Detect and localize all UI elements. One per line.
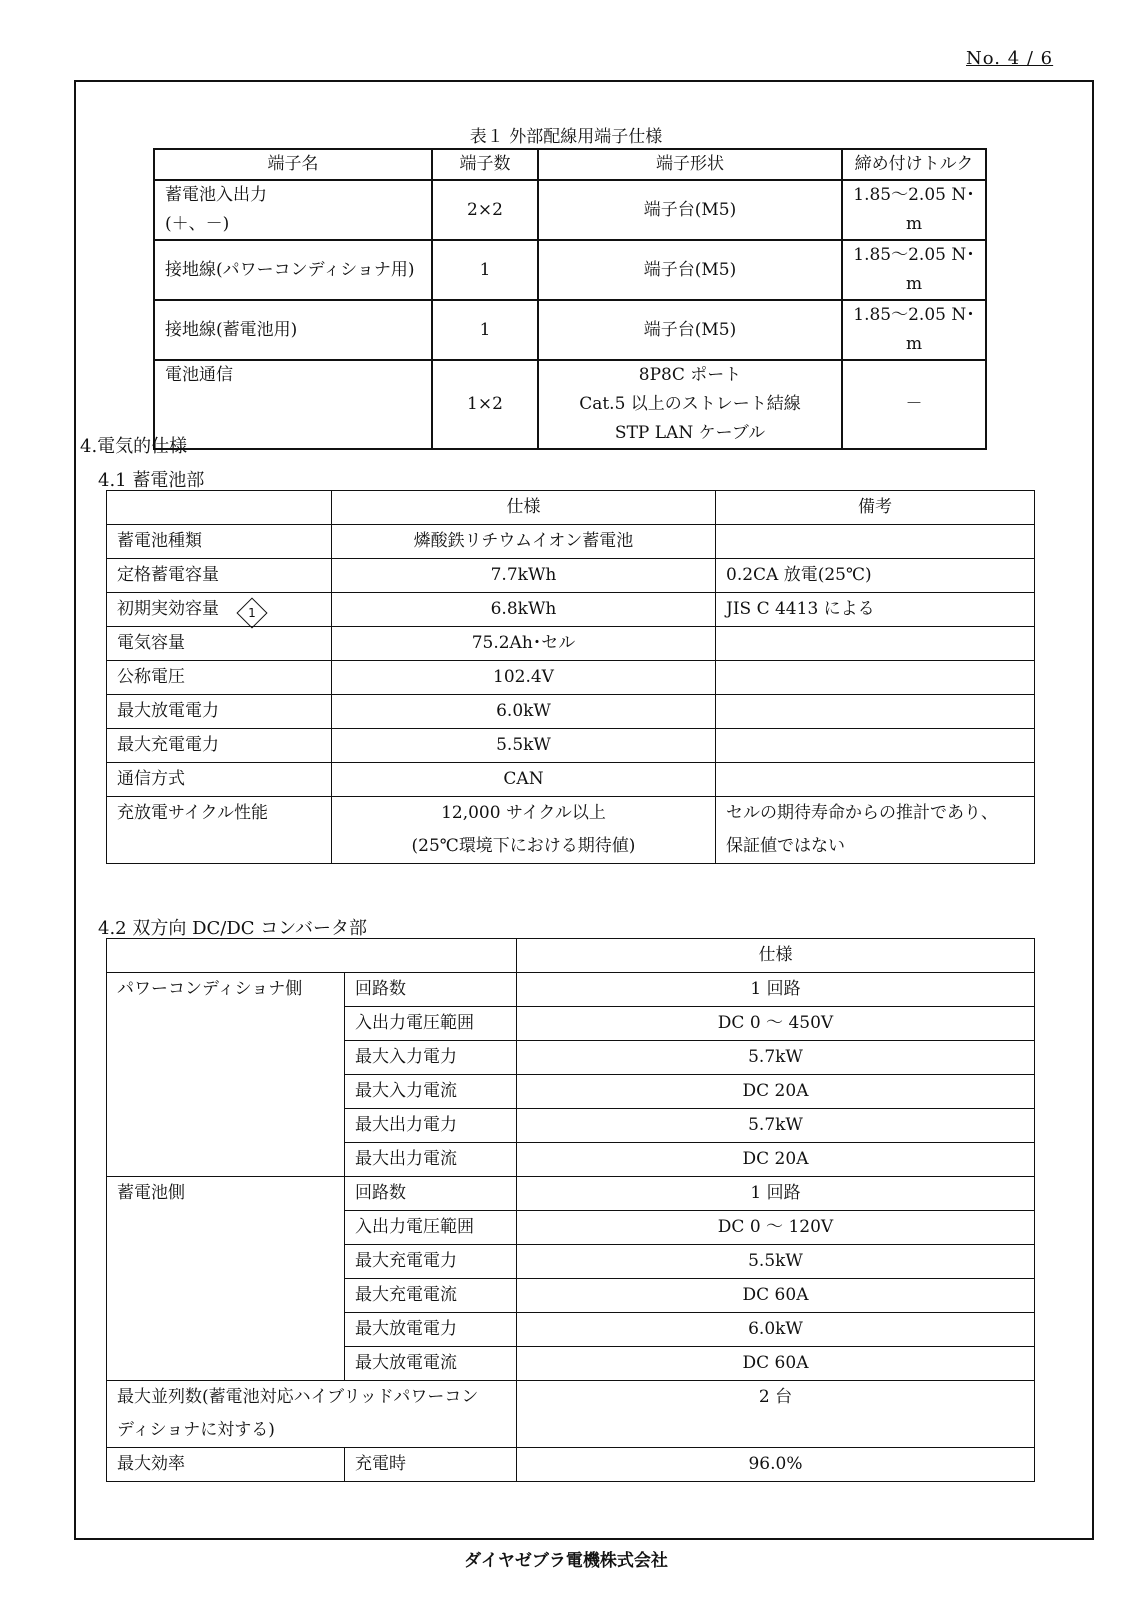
spec-value: 5.7kW xyxy=(517,1041,1035,1075)
spec-value: 6.8kWh xyxy=(332,593,716,627)
spec-value: 6.0kW xyxy=(517,1313,1035,1347)
spec-item: 最大充電電流 xyxy=(345,1279,517,1313)
spec-value: 102.4V xyxy=(332,661,716,695)
header-cell: 締め付けトルク xyxy=(842,149,986,180)
terminal-name xyxy=(154,180,432,240)
spec-value: DC 20A xyxy=(517,1075,1035,1109)
terminal-shape-line: 8P8C ポート xyxy=(638,365,742,385)
group-label: 蓄電池側 xyxy=(107,1177,345,1381)
spec-item: 充放電サイクル性能 xyxy=(107,797,332,864)
battery-spec-table xyxy=(106,490,1035,864)
header-cell: 仕様 xyxy=(517,939,1035,973)
spec-item: 最大入力電流 xyxy=(345,1075,517,1109)
spec-item: 電気容量 xyxy=(107,627,332,661)
efficiency-label: 最大効率 xyxy=(107,1448,345,1482)
terminal-name: 接地線(パワーコンディショナ用) xyxy=(154,240,432,300)
efficiency-mode: 充電時 xyxy=(345,1448,517,1482)
table-row xyxy=(107,695,1035,729)
group-label: パワーコンディショナ側 xyxy=(107,973,345,1177)
spec-note xyxy=(716,763,1035,797)
table-row xyxy=(107,627,1035,661)
header-cell: 仕様 xyxy=(332,491,716,525)
spec-note-line: 保証値ではない xyxy=(726,836,845,856)
subsection-heading: 4.2 双方向 DC/DC コンバータ部 xyxy=(98,918,368,939)
table-row xyxy=(154,300,986,360)
terminal-name-line: 蓄電池入出力 xyxy=(165,185,267,205)
converter-spec-table xyxy=(106,938,1035,1482)
terminal-torque: 1.85～2.05 N･m xyxy=(842,180,986,240)
table-row xyxy=(107,593,1035,627)
spec-value: 1 回路 xyxy=(517,973,1035,1007)
spec-item: 蓄電池種類 xyxy=(107,525,332,559)
spec-note xyxy=(716,661,1035,695)
terminal-count: 2×2 xyxy=(432,180,538,240)
table-row xyxy=(107,729,1035,763)
table-row xyxy=(107,661,1035,695)
terminal-shape-line: STP LAN ケーブル xyxy=(614,423,766,443)
spec-value: DC 20A xyxy=(517,1143,1035,1177)
company-footer: ダイヤゼブラ電機株式会社 xyxy=(464,1551,668,1571)
spec-note xyxy=(716,627,1035,661)
spec-item: 最大入力電力 xyxy=(345,1041,517,1075)
spec-note: JIS C 4413 による xyxy=(716,593,1035,627)
header-cell: 端子数 xyxy=(432,149,538,180)
table-header-row xyxy=(107,491,1035,525)
spec-item: 初期実効容量 xyxy=(117,599,219,619)
spec-value: 5.7kW xyxy=(517,1109,1035,1143)
table-row xyxy=(107,763,1035,797)
terminal-shape-line: Cat.5 以上のストレート結線 xyxy=(579,394,801,414)
terminal-name: 電池通信 xyxy=(154,360,432,449)
spec-item: 定格蓄電容量 xyxy=(107,559,332,593)
terminal-torque: 1.85～2.05 N･m xyxy=(842,300,986,360)
spec-value: 75.2Ah･セル xyxy=(332,627,716,661)
efficiency-value: 96.0% xyxy=(517,1448,1035,1482)
spec-value: DC 60A xyxy=(517,1279,1035,1313)
subsection-heading: 4.1 蓄電池部 xyxy=(98,470,205,491)
spec-value: CAN xyxy=(332,763,716,797)
spec-note xyxy=(716,797,1035,864)
terminal-name: 接地線(蓄電池用) xyxy=(154,300,432,360)
spec-note-line: セルの期待寿命からの推計であり、 xyxy=(726,803,998,823)
table-row xyxy=(107,1448,1035,1482)
spec-note xyxy=(716,695,1035,729)
spec-item: 最大出力電力 xyxy=(345,1109,517,1143)
table-row xyxy=(107,797,1035,864)
terminal-shape: 端子台(M5) xyxy=(538,240,842,300)
header-cell: 備考 xyxy=(716,491,1035,525)
table-header-row xyxy=(107,939,1035,973)
terminal-count: 1 xyxy=(432,240,538,300)
terminal-count: 1×2 xyxy=(432,360,538,449)
page-number: No. 4 / 6 xyxy=(966,48,1054,69)
spec-value-line: 12,000 サイクル以上 xyxy=(441,803,606,823)
header-cell xyxy=(107,491,332,525)
spec-value: 6.0kW xyxy=(332,695,716,729)
parallel-label-line: ディショナに対する) xyxy=(117,1420,275,1440)
table-header-row xyxy=(154,149,986,180)
terminal-shape: 端子台(M5) xyxy=(538,180,842,240)
revision-number: 1 xyxy=(248,606,256,620)
spec-value: 5.5kW xyxy=(332,729,716,763)
terminal-torque: － xyxy=(842,360,986,449)
table-row xyxy=(107,559,1035,593)
spec-item: 最大放電電流 xyxy=(345,1347,517,1381)
spec-item: 回路数 xyxy=(345,973,517,1007)
table-row xyxy=(107,1381,1035,1448)
table-row xyxy=(154,240,986,300)
spec-item: 最大放電電力 xyxy=(107,695,332,729)
parallel-label-line: 最大並列数(蓄電池対応ハイブリッドパワーコン xyxy=(117,1387,479,1407)
spec-item-cell xyxy=(107,593,332,627)
table-row xyxy=(107,973,1035,1007)
spec-value: 燐酸鉄リチウムイオン蓄電池 xyxy=(332,525,716,559)
parallel-value: 2 台 xyxy=(517,1381,1035,1448)
spec-value xyxy=(332,797,716,864)
table-row xyxy=(107,1177,1035,1211)
terminal-name-line: (＋、－) xyxy=(165,214,230,234)
terminal-shape: 端子台(M5) xyxy=(538,300,842,360)
header-cell: 端子形状 xyxy=(538,149,842,180)
spec-item: 最大放電電力 xyxy=(345,1313,517,1347)
spec-item: 入出力電圧範囲 xyxy=(345,1211,517,1245)
spec-value: 7.7kWh xyxy=(332,559,716,593)
table-row xyxy=(107,525,1035,559)
table-row xyxy=(154,180,986,240)
spec-item: 回路数 xyxy=(345,1177,517,1211)
spec-value: DC 0 ～ 120V xyxy=(517,1211,1035,1245)
terminal-shape xyxy=(538,360,842,449)
spec-item: 最大充電電力 xyxy=(345,1245,517,1279)
terminal-torque: 1.85～2.05 N･m xyxy=(842,240,986,300)
spec-value-line: (25℃環境下における期待値) xyxy=(411,836,636,856)
header-cell-empty xyxy=(107,939,517,973)
spec-item: 入出力電圧範囲 xyxy=(345,1007,517,1041)
spec-item: 通信方式 xyxy=(107,763,332,797)
spec-value: DC 0 ～ 450V xyxy=(517,1007,1035,1041)
spec-item: 最大出力電流 xyxy=(345,1143,517,1177)
spec-note: 0.2CA 放電(25℃) xyxy=(716,559,1035,593)
parallel-label xyxy=(107,1381,517,1448)
spec-item: 最大充電電力 xyxy=(107,729,332,763)
revision-diamond-icon xyxy=(236,597,267,628)
spec-value: 1 回路 xyxy=(517,1177,1035,1211)
table-row xyxy=(154,360,986,449)
spec-value: DC 60A xyxy=(517,1347,1035,1381)
spec-note xyxy=(716,525,1035,559)
spec-value: 5.5kW xyxy=(517,1245,1035,1279)
terminal-count: 1 xyxy=(432,300,538,360)
terminal-spec-table xyxy=(153,148,987,450)
section-heading: 4.電気的仕様 xyxy=(80,436,188,457)
spec-item: 公称電圧 xyxy=(107,661,332,695)
spec-note xyxy=(716,729,1035,763)
header-cell: 端子名 xyxy=(154,149,432,180)
table1-caption: 表１ 外部配線用端子仕様 xyxy=(469,127,663,147)
